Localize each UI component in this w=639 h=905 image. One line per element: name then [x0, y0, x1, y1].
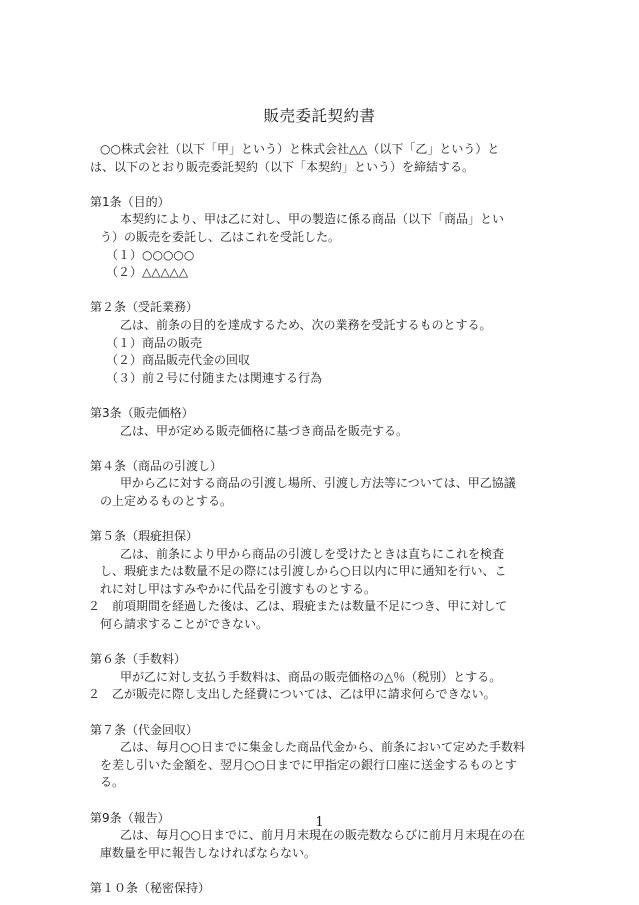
article-heading: 第６条（手数料）: [90, 652, 187, 667]
article-line: 乙は、毎月○○日までに、前月月末現在の販売数ならびに前月月末現在の在: [120, 828, 525, 843]
article-heading: 第3条（販売価格）: [90, 405, 194, 420]
article-line: 乙は、前条の目的を達成するため、次の業務を受託するものとする。: [120, 317, 492, 332]
article-line: 庫数量を甲に報告しなければならない。: [100, 845, 317, 860]
article-heading: 第9条（報告）: [90, 810, 170, 825]
article-line: を差し引いた金額を、翌月○○日までに甲指定の銀行口座に送金するものとす: [100, 757, 517, 772]
article-line: 乙は、前条により甲から商品の引渡しを受けたときは直ちにこれを検査: [120, 546, 505, 561]
document-body: [90, 141, 550, 898]
article-item: （２）△△△△△: [106, 265, 189, 280]
article-line: る。: [100, 775, 125, 790]
article-heading: 第1条（目的）: [90, 194, 170, 209]
article-line: の上定めるものとする。: [100, 493, 233, 508]
article-line: ２ 乙が販売に際し支出した経費については、乙は甲に請求何らできない。: [88, 687, 496, 702]
article-item: （２）商品販売代金の回収: [106, 353, 251, 368]
article-line: う）の販売を委託し、乙はこれを受託した。: [100, 229, 341, 244]
article-heading: 第５条（瑕疵担保）: [90, 529, 199, 544]
preamble-line: ○○株式会社（以下「甲」という）と株式会社△△（以下「乙」という）と: [100, 142, 500, 156]
article-line: れに対し甲はすみやかに代品を引渡すものとする。: [100, 581, 377, 596]
article-item: （１）商品の販売: [106, 335, 203, 350]
article-line: 乙は、毎月○○日までに集金した商品代金から、前条において定めた手数料: [120, 740, 525, 755]
article-heading: 第７条（代金回収）: [90, 722, 199, 737]
article-line: 本契約により、甲は乙に対し、甲の製造に係る商品（以下「商品」とい: [120, 212, 505, 227]
article-line: 乙は、甲が定める販売価格に基づき商品を販売する。: [120, 423, 409, 438]
article-line: ２ 前項期間を経過した後は、乙は、瑕疵または数量不足につき、甲に対して: [88, 599, 508, 614]
article-line: 甲が乙に対し支払う手数料は、商品の販売価格の△％（税別）とする。: [120, 669, 502, 684]
article-item: （３）前２号に付随または関連する行為: [106, 370, 323, 385]
article-line: し、瑕疵または数量不足の際には引渡しから○日以内に甲に通知を行い、こ: [100, 564, 507, 579]
article-heading: 第１０条（秘密保持）: [90, 880, 211, 895]
article-line: 何ら請求することができない。: [100, 617, 269, 632]
article-heading: 第４条（商品の引渡し）: [90, 458, 223, 473]
page-number: 1: [315, 815, 324, 830]
preamble-line: は、以下のとおり販売委託契約（以下「本契約」という）を締結する。: [90, 159, 475, 174]
article-heading: 第２条（受託業務）: [90, 300, 199, 315]
document-title: 販売委託契約書: [263, 107, 376, 125]
article-line: 甲から乙に対する商品の引渡し場所、引渡し方法等については、甲乙協議: [120, 476, 516, 491]
article-item: （１）○○○○○: [106, 247, 195, 262]
